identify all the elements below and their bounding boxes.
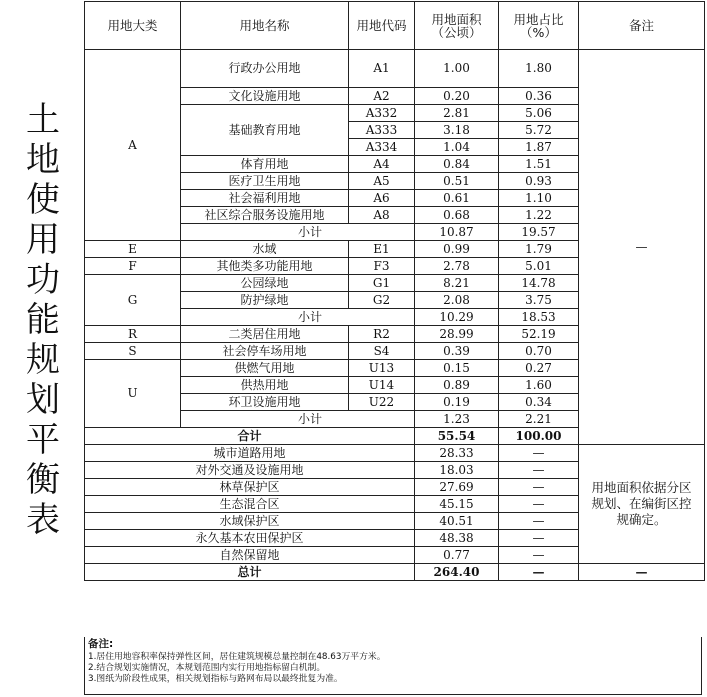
header-code: 用地代码 bbox=[349, 2, 415, 50]
subtotal-area: 10.29 bbox=[415, 309, 499, 326]
extra-ratio: — bbox=[499, 496, 579, 513]
subtotal-ratio: 2.21 bbox=[499, 411, 579, 428]
land-ratio: 1.10 bbox=[499, 190, 579, 207]
extra-ratio: — bbox=[499, 479, 579, 496]
land-code: G2 bbox=[349, 292, 415, 309]
land-name: 公园绿地 bbox=[181, 275, 349, 292]
side-title-char: 划 bbox=[26, 380, 60, 420]
extra-name: 生态混合区 bbox=[85, 496, 415, 513]
grand-total-label: 总计 bbox=[85, 564, 415, 581]
land-name: 供热用地 bbox=[181, 377, 349, 394]
extra-ratio: — bbox=[499, 445, 579, 462]
land-name: 其他类多功能用地 bbox=[181, 258, 349, 275]
land-name: 社区综合服务设施用地 bbox=[181, 207, 349, 224]
subtotal-label: 小计 bbox=[181, 309, 415, 326]
land-ratio: 5.06 bbox=[499, 105, 579, 122]
header-area-line2: （公顷） bbox=[431, 24, 482, 40]
land-area: 2.81 bbox=[415, 105, 499, 122]
extra-area: 40.51 bbox=[415, 513, 499, 530]
land-code: A1 bbox=[349, 50, 415, 88]
category-a: A bbox=[85, 50, 181, 241]
land-ratio: 14.78 bbox=[499, 275, 579, 292]
category-g: G bbox=[85, 275, 181, 326]
total-ratio: 100.00 bbox=[499, 428, 579, 445]
land-code: A334 bbox=[349, 139, 415, 156]
land-area: 1.00 bbox=[415, 50, 499, 88]
subtotal-label: 小计 bbox=[181, 411, 415, 428]
grand-total-area: 264.40 bbox=[415, 564, 499, 581]
land-name: 体育用地 bbox=[181, 156, 349, 173]
land-name: 二类居住用地 bbox=[181, 326, 349, 343]
land-code: U13 bbox=[349, 360, 415, 377]
extra-name: 对外交通及设施用地 bbox=[85, 462, 415, 479]
extra-name: 永久基本农田保护区 bbox=[85, 530, 415, 547]
header-remark: 备注 bbox=[579, 2, 705, 50]
land-ratio: 5.01 bbox=[499, 258, 579, 275]
land-area: 0.51 bbox=[415, 173, 499, 190]
land-code: F3 bbox=[349, 258, 415, 275]
extra-area: 48.38 bbox=[415, 530, 499, 547]
land-ratio: 1.51 bbox=[499, 156, 579, 173]
grand-total-row bbox=[85, 564, 705, 581]
extra-area: 0.77 bbox=[415, 547, 499, 564]
side-title-char: 规 bbox=[26, 340, 60, 380]
side-title-char: 能 bbox=[26, 300, 60, 340]
grand-total-ratio: — bbox=[499, 564, 579, 581]
table-row bbox=[85, 50, 705, 88]
land-ratio: 3.75 bbox=[499, 292, 579, 309]
extra-ratio: — bbox=[499, 513, 579, 530]
land-code: A8 bbox=[349, 207, 415, 224]
extra-area: 18.03 bbox=[415, 462, 499, 479]
total-label: 合计 bbox=[85, 428, 415, 445]
land-area: 0.68 bbox=[415, 207, 499, 224]
extra-name: 自然保留地 bbox=[85, 547, 415, 564]
remark-extra: 用地面积依据分区规划、在编街区控规确定。 bbox=[579, 445, 705, 564]
side-title-char: 衡 bbox=[26, 460, 60, 500]
side-title-char: 地 bbox=[26, 140, 60, 180]
land-ratio: 1.22 bbox=[499, 207, 579, 224]
land-area: 0.19 bbox=[415, 394, 499, 411]
land-ratio: 0.36 bbox=[499, 88, 579, 105]
category-r: R bbox=[85, 326, 181, 343]
extra-name: 水域保护区 bbox=[85, 513, 415, 530]
header-ratio-line2: （%） bbox=[520, 24, 557, 40]
extra-name: 城市道路用地 bbox=[85, 445, 415, 462]
side-title-char: 功 bbox=[26, 260, 60, 300]
extra-ratio: — bbox=[499, 462, 579, 479]
land-ratio: 0.34 bbox=[499, 394, 579, 411]
subtotal-ratio: 19.57 bbox=[499, 224, 579, 241]
land-code: E1 bbox=[349, 241, 415, 258]
land-name: 基础教育用地 bbox=[181, 105, 349, 156]
side-title-char: 用 bbox=[26, 220, 60, 260]
land-area: 8.21 bbox=[415, 275, 499, 292]
land-ratio: 52.19 bbox=[499, 326, 579, 343]
land-name: 供燃气用地 bbox=[181, 360, 349, 377]
side-title-char: 土 bbox=[26, 100, 60, 140]
land-area: 0.20 bbox=[415, 88, 499, 105]
land-code: U14 bbox=[349, 377, 415, 394]
header-row bbox=[85, 2, 705, 50]
extra-area: 45.15 bbox=[415, 496, 499, 513]
land-area: 28.99 bbox=[415, 326, 499, 343]
side-title-char: 使 bbox=[26, 180, 60, 220]
header-area bbox=[415, 2, 499, 50]
notes-title: 备注: bbox=[88, 638, 114, 650]
category-u: U bbox=[85, 360, 181, 428]
land-name: 水域 bbox=[181, 241, 349, 258]
land-code: R2 bbox=[349, 326, 415, 343]
extra-name: 林草保护区 bbox=[85, 479, 415, 496]
land-code: A332 bbox=[349, 105, 415, 122]
land-area: 0.89 bbox=[415, 377, 499, 394]
extra-ratio: — bbox=[499, 547, 579, 564]
category-f: F bbox=[85, 258, 181, 275]
subtotal-label: 小计 bbox=[181, 224, 415, 241]
header-ratio-line1: 用地占比 bbox=[513, 11, 564, 27]
land-ratio: 0.93 bbox=[499, 173, 579, 190]
land-area: 0.15 bbox=[415, 360, 499, 377]
land-ratio: 0.27 bbox=[499, 360, 579, 377]
land-area: 0.99 bbox=[415, 241, 499, 258]
land-code: A4 bbox=[349, 156, 415, 173]
land-name: 行政办公用地 bbox=[181, 50, 349, 88]
land-use-table bbox=[84, 1, 705, 581]
land-name: 社会停车场用地 bbox=[181, 343, 349, 360]
header-area-line1: 用地面积 bbox=[431, 11, 482, 27]
land-ratio: 0.70 bbox=[499, 343, 579, 360]
side-title bbox=[12, 60, 74, 580]
land-ratio: 5.72 bbox=[499, 122, 579, 139]
note-item: 1.居住用地容积率保持弹性区间，居住建筑规模总量控制在48.63万平方米。 bbox=[88, 652, 386, 662]
land-ratio: 1.87 bbox=[499, 139, 579, 156]
extra-area: 28.33 bbox=[415, 445, 499, 462]
land-area: 0.84 bbox=[415, 156, 499, 173]
land-code: A6 bbox=[349, 190, 415, 207]
land-name: 文化设施用地 bbox=[181, 88, 349, 105]
land-name: 防护绿地 bbox=[181, 292, 349, 309]
land-code: A5 bbox=[349, 173, 415, 190]
land-name: 医疗卫生用地 bbox=[181, 173, 349, 190]
subtotal-area: 10.87 bbox=[415, 224, 499, 241]
subtotal-ratio: 18.53 bbox=[499, 309, 579, 326]
land-name: 环卫设施用地 bbox=[181, 394, 349, 411]
land-area: 2.78 bbox=[415, 258, 499, 275]
extra-ratio: — bbox=[499, 530, 579, 547]
side-title-char: 平 bbox=[26, 420, 60, 460]
subtotal-area: 1.23 bbox=[415, 411, 499, 428]
header-name: 用地名称 bbox=[181, 2, 349, 50]
land-area: 0.61 bbox=[415, 190, 499, 207]
notes-section bbox=[84, 637, 702, 695]
category-e: E bbox=[85, 241, 181, 258]
side-title-char: 表 bbox=[26, 500, 60, 540]
header-ratio bbox=[499, 2, 579, 50]
land-area: 0.39 bbox=[415, 343, 499, 360]
total-area: 55.54 bbox=[415, 428, 499, 445]
note-item: 3.图纸为阶段性成果，相关规划指标与路网布局以最终批复为准。 bbox=[88, 674, 343, 684]
land-area: 2.08 bbox=[415, 292, 499, 309]
land-ratio: 1.79 bbox=[499, 241, 579, 258]
land-code: A2 bbox=[349, 88, 415, 105]
grand-total-remark: — bbox=[579, 564, 705, 581]
note-item: 2.结合规划实施情况，本规划范围内实行用地指标留白机制。 bbox=[88, 663, 326, 673]
category-s: S bbox=[85, 343, 181, 360]
land-code: U22 bbox=[349, 394, 415, 411]
land-area: 1.04 bbox=[415, 139, 499, 156]
land-area: 3.18 bbox=[415, 122, 499, 139]
land-code: A333 bbox=[349, 122, 415, 139]
land-code: S4 bbox=[349, 343, 415, 360]
extra-row bbox=[85, 445, 705, 462]
extra-area: 27.69 bbox=[415, 479, 499, 496]
land-name: 社会福利用地 bbox=[181, 190, 349, 207]
land-ratio: 1.80 bbox=[499, 50, 579, 88]
land-ratio: 1.60 bbox=[499, 377, 579, 394]
remark-main: — bbox=[579, 50, 705, 445]
land-code: G1 bbox=[349, 275, 415, 292]
header-category: 用地大类 bbox=[85, 2, 181, 50]
